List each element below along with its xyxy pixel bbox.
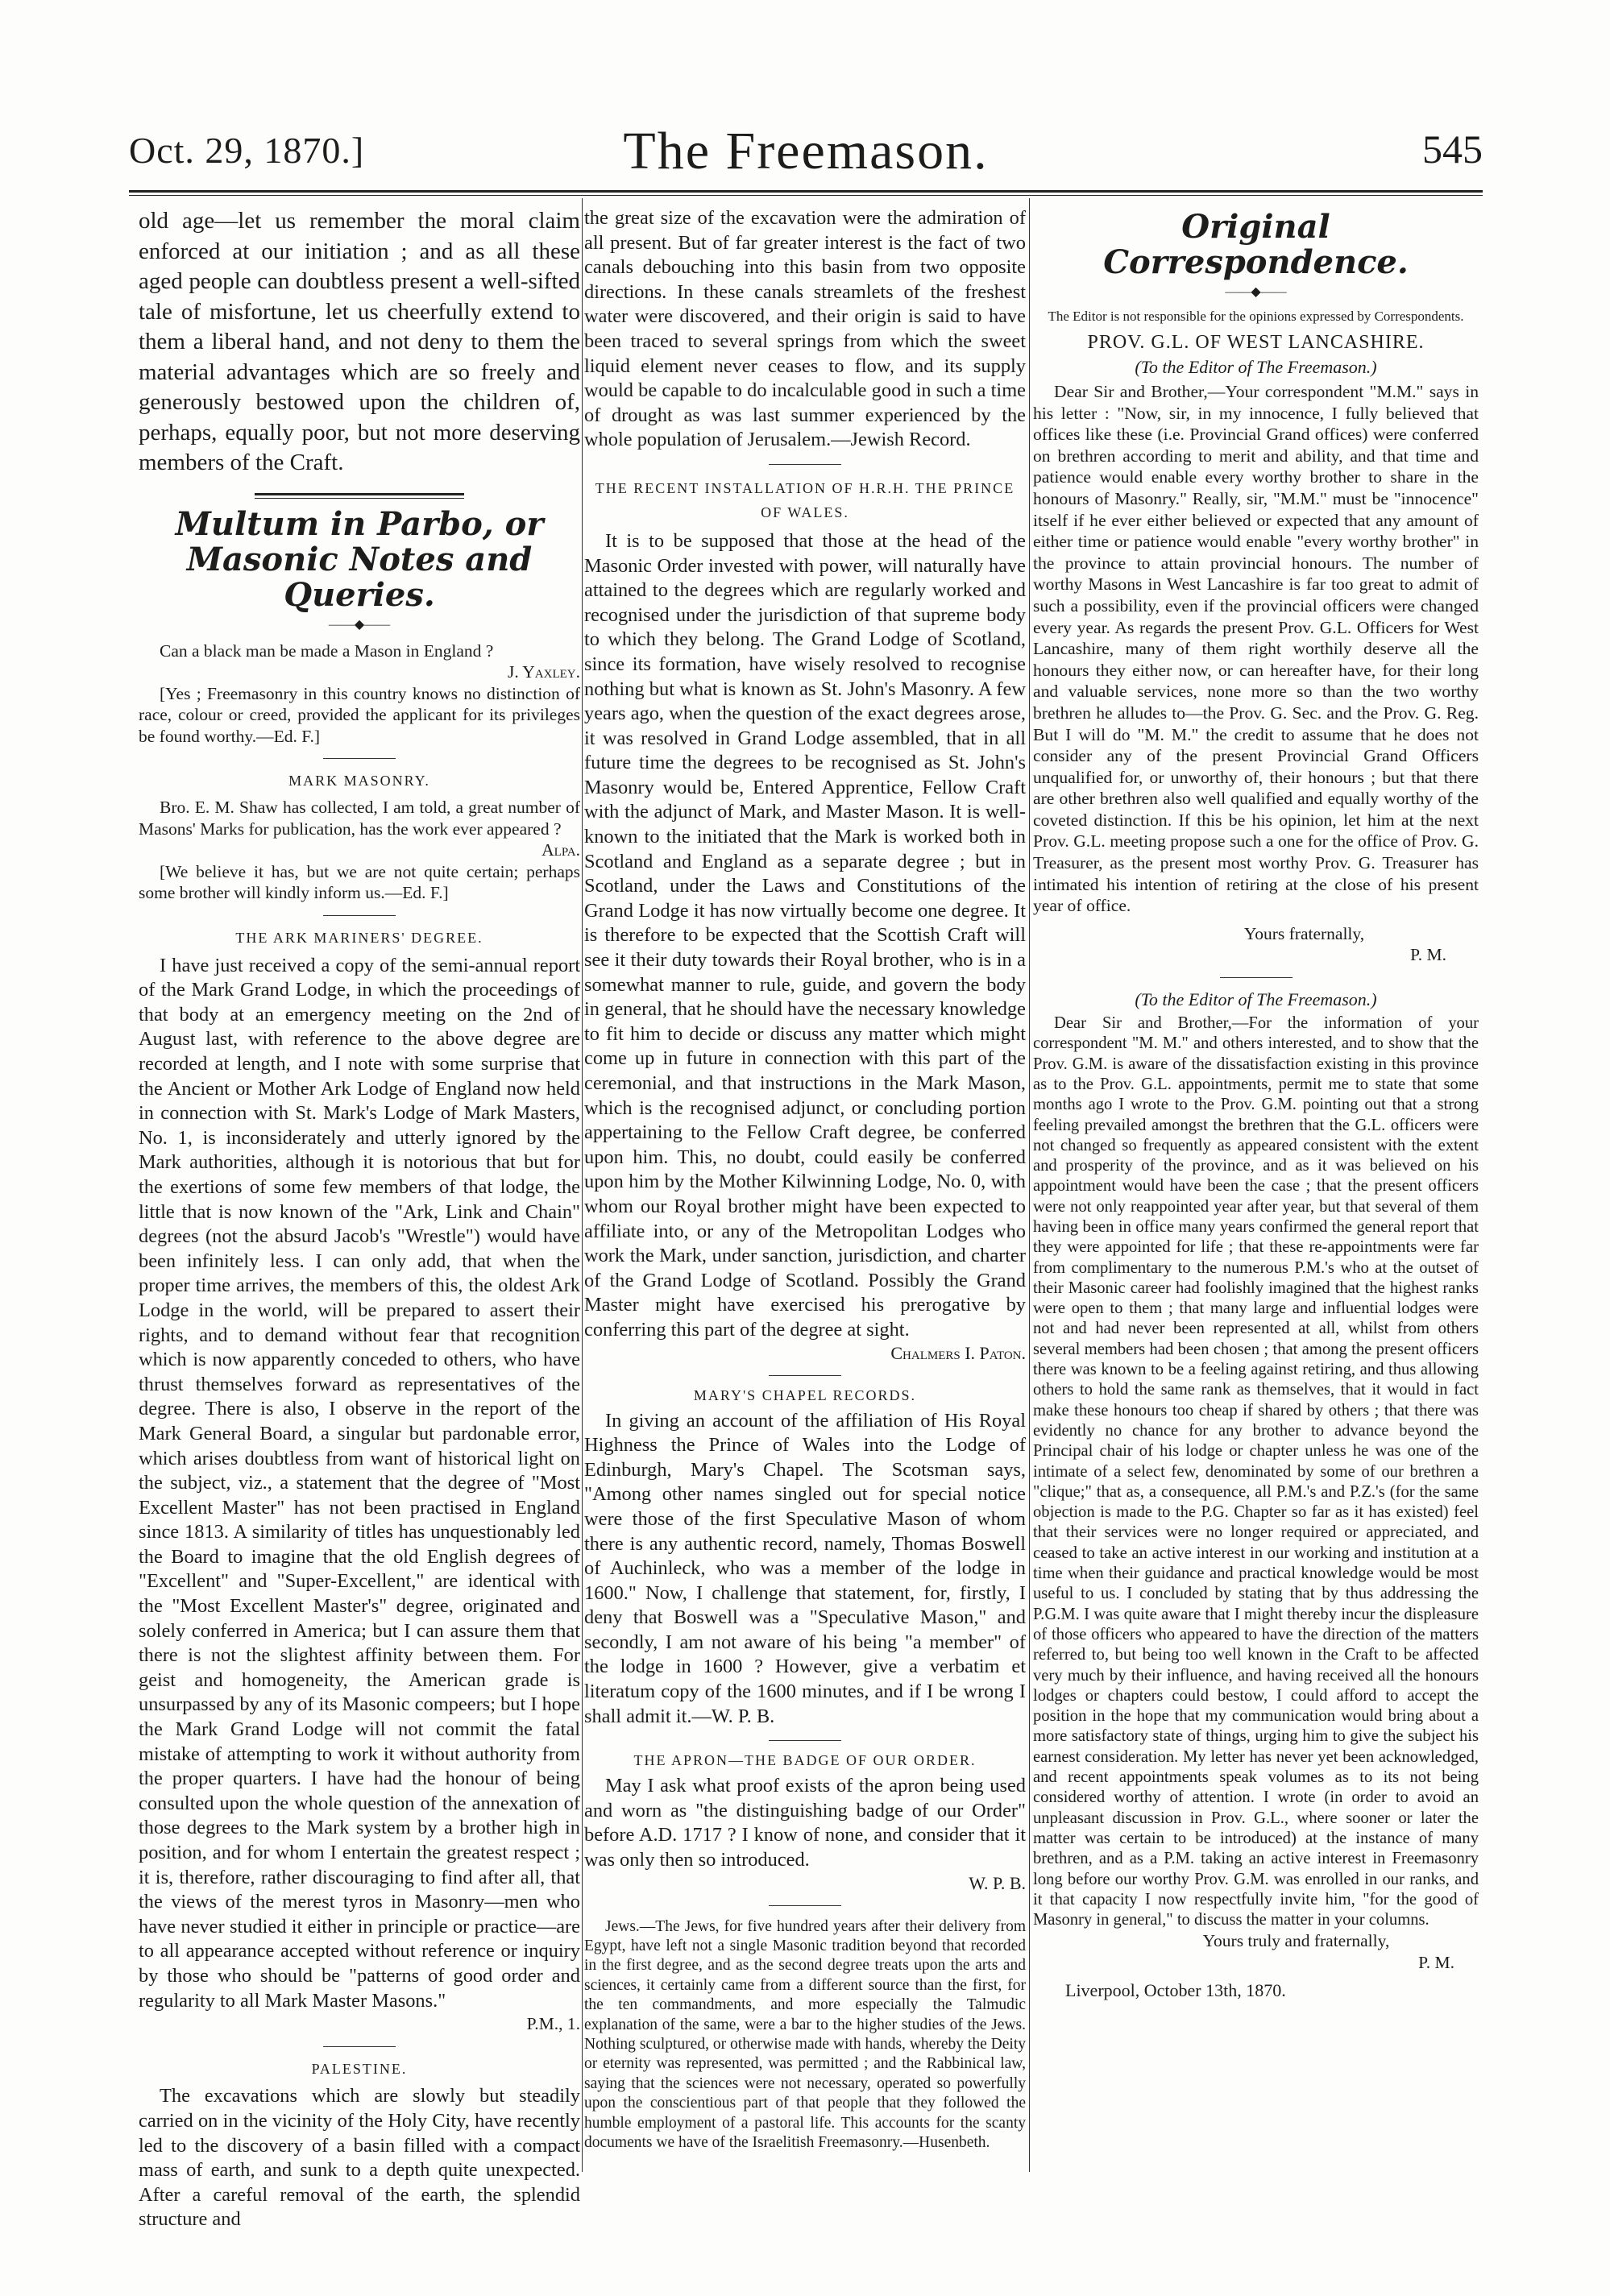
ark-mariners-text: I have just received a copy of the semi-annual report of the Mark Grand Lodge, in which the proceedings of that body at an emergency meeting on the 2nd of August last, with reference to the above degree are recorded at length, and I note with some surprise that the Ancient or Mother Ark Lodge of England now held in connection with St. Mark's Lodge of Mark Masters, No. 1, is inconsiderately and utterly ignored by the Mark authorities, although it is notorious that but for the exertions of some few members of that lodge, the little that is now known of the "Ark, Link and Chain" degrees (not the absurd Jacob's "Wrestle") would have been infinitely less. I can only add, that when the proper time arrives, the members of this, the oldest Ark Lodge in the world, will be prepared to assert their rights, and to demand without fear that recognition which is now apparently conceded to others, who have thrust themselves forward as representatives of the degree. There is also, I observe in the report of the Mark General Board, a singular but pardonable error, which arises doubtless from want of historical light on the subject, viz., a statement that the degree of "Most Excellent Master" has not been practised in England since 1813. A similarity of titles has unquestionably led the Board to imagine that the old English degrees of "Excellent" and "Super-Excellent," are identical with the "Most Excellent Master's" degree, originated and solely conferred in America; but I can assure them that there is not the slightest affinity between them. For geist and homogeneity, the American grade is unsurpassed by any of its Masonic compeers; but I hope the Mark Grand Lodge will not commit the fatal mistake of attempting to work it without authority from the proper quarters. I have had the honour of being consulted upon the whole question of the annexation of those degrees to the Mark system by a brother high in position, and for whom I entertain the greatest respect ; it is, therefore, rather discouraging to find after all, that the views of the merest tyros in Masonry—men who have never studied it either in principle or practice—are to all appearance accepted without reference or inquiry by those who should be "patterns of good order and regularity to all Mark Master Masons." (139, 954, 580, 2012)
ark-mariners-signature: P.M., 1. (526, 2014, 580, 2034)
heading-west-lancashire: PROV. G.L. OF WEST LANCASHIRE. (1087, 332, 1425, 353)
page-number: 545 (1422, 126, 1483, 172)
masthead (129, 121, 1483, 193)
section-title-notes-queries: Multum in Parbo, or Masonic Notes and Queries. (175, 504, 544, 614)
section-rule (255, 493, 464, 499)
mark-masonry-text: Bro. E. M. Shaw has collected, I am told, a great number of Masons' Marks for publication, has the work ever appeared ? (139, 798, 580, 839)
heading-installation: THE RECENT INSTALLATION OF H.R.H. THE PRINCE OF WALES. (595, 479, 1015, 520)
letter-2-closing: Yours truly and fraternally, (1202, 1931, 1390, 1951)
mark-masonry-answer: [We believe it has, but we are not quite certain; perhaps some brother will kindly inform us.—Ed. F.] (139, 861, 580, 903)
divider (323, 2046, 396, 2047)
marys-chapel-text: In giving an account of the affiliation of His Royal Highness the Prince of Wales into the Lodge of Edinburgh, Mary's Chapel. The Scotsman says, "Among other names singled out for special notice were those of the first Speculative Mason of whom there is any authentic record, namely, Thomas Boswell of Auchinleck, who was a member of the lodge in 1600." Now, I challenge that statement, for, firstly, I deny that Boswell was a "Speculative Mason," and secondly, I am not aware of his being "a member" of the lodge in 1600 ? However, give a verbatim et literatum copy of the 1600 minutes, and if I be wrong I shall admit it.—W. P. B. (584, 1409, 1026, 1727)
apron-text: May I ask what proof exists of the apron being used and worn as "the distinguishing badge of our Order" before A.D. 1717 ? I know of none, and consider that it was only then so introduced. (584, 1775, 1026, 1871)
to-editor-2: (To the Editor of The Freemason.) (1135, 989, 1377, 1010)
ornament-icon: ——◆—— (1225, 285, 1287, 299)
jews-paragraph: Jews.—The Jews, for five hundred years after their delivery from Egypt, have left not a single Masonic tradition beyond that recorded in the first degree, and as the second degree treats upon the arts and sciences, it certainly came from a different source than the first, for the ten commandments, and more especially the Talmudic explanation of the same, were a bar to the higher studies of the Jews. Nothing sculptured, or otherwise made with hands, whereby the Deity or eternity was represented, was permitted ; and the Rabbinical law, saying that the sciences were not necessary, operated so powerfully upon the conscientious part of that people that they followed the humble employment of a pastoral life. This accounts for the scanty documents we have of the Israelitish Freemasonry.—Husenbeth. (584, 1917, 1026, 2152)
divider (1220, 977, 1293, 978)
query-answer: [Yes ; Freemasonry in this country knows no distinction of race, colour or creed, provided the applicant for its privileges be found worthy.—Ed. F.] (139, 683, 580, 746)
to-editor-1: (To the Editor of The Freemason.) (1135, 357, 1377, 377)
installation-text: It is to be supposed that those at the head of the Masonic Order invested with power, will naturally have attained to the degrees which are regularly worked and recognised under the jurisdiction of that supreme body to which they belong. The Grand Lodge of Scotland, since its formation, have wisely resolved to recognise nothing but what is known as St. John's Masonry. A few years ago, when the question of the exact degrees arose, it was resolved in Grand Lodge assembled, that in all future time the degrees to be recognised as St. John's Masonry would be, Entered Apprentice, Fellow Craft with the adjunct of Mark, and Master Mason. It is well-known to the initiated that the Mark is worked both in Scotland and England as a separate degree ; but in Scotland, under the Laws and Constitutions of the Grand Lodge it has now virtually become one degree. It is therefore to be expected that the Scottish Craft will see it their duty towards their Royal brother, who is in a somewhat manner to rule, guide, and govern the body in general, that he should have the necessary knowledge to fit him to decide or discuss any matter which might come up in future in connection with this part of the ceremonial, and that instructions in the Mark Mason, which is the recognised adjunct, or concluding portion appertaining to the Fellow Craft degree, be conferred upon him. This, no doubt, could easily be conferred upon him by the Mother Kilwinning Lodge, No. 0, with whom our Royal brother might have been expected to affiliate into, or any of the Metropolitan Lodges who work the Mark, under sanction, jurisdiction, and charter of the Grand Lodge of Scotland. Possibly the Grand Master might have exercised his prerogative by conferring this part of the degree at sight. (584, 529, 1026, 1341)
ornament-icon: ——◆—— (328, 617, 391, 632)
divider (769, 1905, 841, 1906)
apron-signature: W. P. B. (969, 1872, 1026, 1893)
divider (769, 464, 841, 465)
heading-marys-chapel: MARY'S CHAPEL RECORDS. (693, 1386, 917, 1403)
query-signature: J. Yaxley. (507, 662, 580, 682)
query-black-man: Can a black man be made a Mason in England ? (160, 640, 494, 661)
header-rule (129, 190, 1483, 193)
palestine-continued: the great size of the excavation were the admiration of all present. But of far greater interest is the fact of two canals debouching into this basin from two opposite directions. In these canals streamlets of the freshest water were discovered, and their origin is said to have been traced to several springs from which the sweet liquid element never ceases to flow, and its supply would be capable to do incalculable good in such a time of drought as was last summer experienced by the whole population of Jerusalem.—Jewish Record. (584, 207, 1026, 451)
letter-2-signature: P. M. (1418, 1952, 1454, 1972)
column-3 (1033, 206, 1479, 2244)
intro-paragraph: old age—let us remember the moral claim enforced at our initiation ; and as all these aged people can doubtless present a well-sifted tale of misfortune, let us cheerfully extend to them a liberal hand, and not deny to them the material advantages which are so freely and generously bestowed upon the children of, perhaps, equally poor, but not more deserving members of the Craft. (139, 208, 580, 475)
column-2 (584, 206, 1026, 2228)
issue-date: Oct. 29, 1870.] (129, 130, 365, 171)
divider (323, 758, 396, 759)
divider (323, 915, 396, 916)
editor-disclaimer: The Editor is not responsible for the opinions expressed by Correspondents. (1048, 309, 1464, 324)
divider (769, 1740, 841, 1741)
letter-1-text: Dear Sir and Brother,—Your correspondent "M.M." says in his letter : "Now, sir, in my innocence, I fully believed that offices like these (i.e. Provincial Grand offices) were conferred on brethren according to merit and ability, and that time and patience would enable every worthy brother to share in the honours of Masonry." Really, sir, "M.M." must be "innocence" itself if he ever either believed or expected that any amount of either time or patience would enable "every worthy brother" in the province to attain provincial honours. The number of worthy Masons in West Lancashire is far too great to admit of such a possibility, even if the provincial officers were changed every year. As regards the present Prov. G.L. Officers for West Lancashire, many of them right worthily deserve all the honours they either now, or can hereafter have, for their long and valuable services, none more so than the two worthy brethren he alludes to—the Prov. G. Sec. and the Prov. G. Reg. But I will do "M. M." the credit to assume that he does not consider any of the present Provincial Grand Officers unqualified for, or unworthy of, their honours ; but that there are other brethren also well qualified and equally worthy of the coveted distinction. If this be his opinion, let him at the next Prov. G.L. meeting propose such a one for the office of Prov. G. Treasurer, as the present most worthy Prov. G. Treasurer has intimated his intention of retiring at the close of his present year of office. (1033, 382, 1479, 916)
header-rule-thin (129, 195, 1483, 196)
publication-title: The Freemason. (623, 122, 989, 180)
divider (769, 1375, 841, 1376)
letter-1-closing: Yours fraternally, (1243, 923, 1365, 943)
mark-masonry-signature: Alpa. (542, 840, 580, 860)
installation-signature: Chalmers I. Paton. (890, 1342, 1026, 1363)
letter-1-signature: P. M. (1410, 945, 1446, 965)
heading-apron: THE APRON—THE BADGE OF OUR ORDER. (633, 1752, 977, 1769)
heading-ark-mariners: THE ARK MARINERS' DEGREE. (235, 930, 483, 947)
letter-2-text: Dear Sir and Brother,—For the information of your correspondent "M. M." and others interested, and to show that the Prov. G.M. is aware of the dissatisfaction existing in this province as to the Prov. G.L. appointments, permit me to state that some months ago I wrote to the Prov. G.M. pointing out that a strong feeling prevailed amongst the brethren that the G.L. officers were not changed so frequently as appeared consistent with the extent and prosperity of the province, and as it was believed on his appointment would have been the case ; that the present officers were not only reappointed year after year, but that several of them having been in office many years confirmed the general report that they were appointed for life ; that these re-appointments were far from complimentary to the numerous P.M.'s who at the outset of their Masonic career had foolishly imagined that the highest ranks were open to them ; that many large and influential lodges were not and had never been represented at all, whilst from others several members had been chosen ; that among the present officers there was known to be a feeling against retiring, and thus allowing others to hold the same rank as themselves, that it would in fact make these honours too cheap if shared by others ; that there was evidently no chance for any brother to advance beyond the Principal chair of his lodge or chapter unless he was one of the intimate of a select few, denominated by some of our brethren a "clique;" that as, a consequence, all P.M.'s and P.Z.'s (for the same objection is made to the P.G. Chapter so far as it has existed) feel that their services were no longer required or appreciated, and ceased to take an active interest in our working and institution at a time when their guidance and practical knowledge would be most useful to us. I concluded by stating that by thus addressing the P.G.M. I was quite aware that I might thereby incur the displeasure of those officers who appeared to have the direction of the matters referred to, but being too well known in the Craft to be affected very much by their influence, and having received all the honours lodges or chapters could bestow, I could afford to accept the position in the hope that my communication would bring about a more satisfactory state of things, urging him to give the subject his earnest consideration. My letter has never yet been acknowledged, and recent appointments speak volumes as to its not being considered worthy of attention. I wrote (in order to avoid an unpleasant discussion in Prov. G.L., where sooner or later the matter was certain to be introduced) at the instance of many brethren, and as a P.M. taking an active interest in Freemasonry long before our worthy Prov. G.M. was enrolled in our ranks, and it that capacity I now respectfully invite him, "for the good of Masonry in general," to discuss the matter in your columns. (1033, 1014, 1479, 1929)
column-divider-1 (582, 198, 583, 2172)
column-divider-2 (1029, 198, 1030, 2172)
heading-palestine: PALESTINE. (311, 2060, 408, 2077)
letter-dateline: Liverpool, October 13th, 1870. (1065, 1979, 1286, 2000)
column-1 (139, 206, 580, 2236)
section-title-correspondence: Original Correspondence. (1103, 208, 1409, 281)
heading-mark-masonry: MARK MASONRY. (288, 773, 430, 790)
palestine-text: The excavations which are slowly but steadily carried on in the vicinity of the Holy City, have recently led to the discovery of a basin filled with a compact mass of earth, and sunk to a depth quite unexpected. After a careful removal of the earth, the splendid structure and (139, 2085, 580, 2231)
